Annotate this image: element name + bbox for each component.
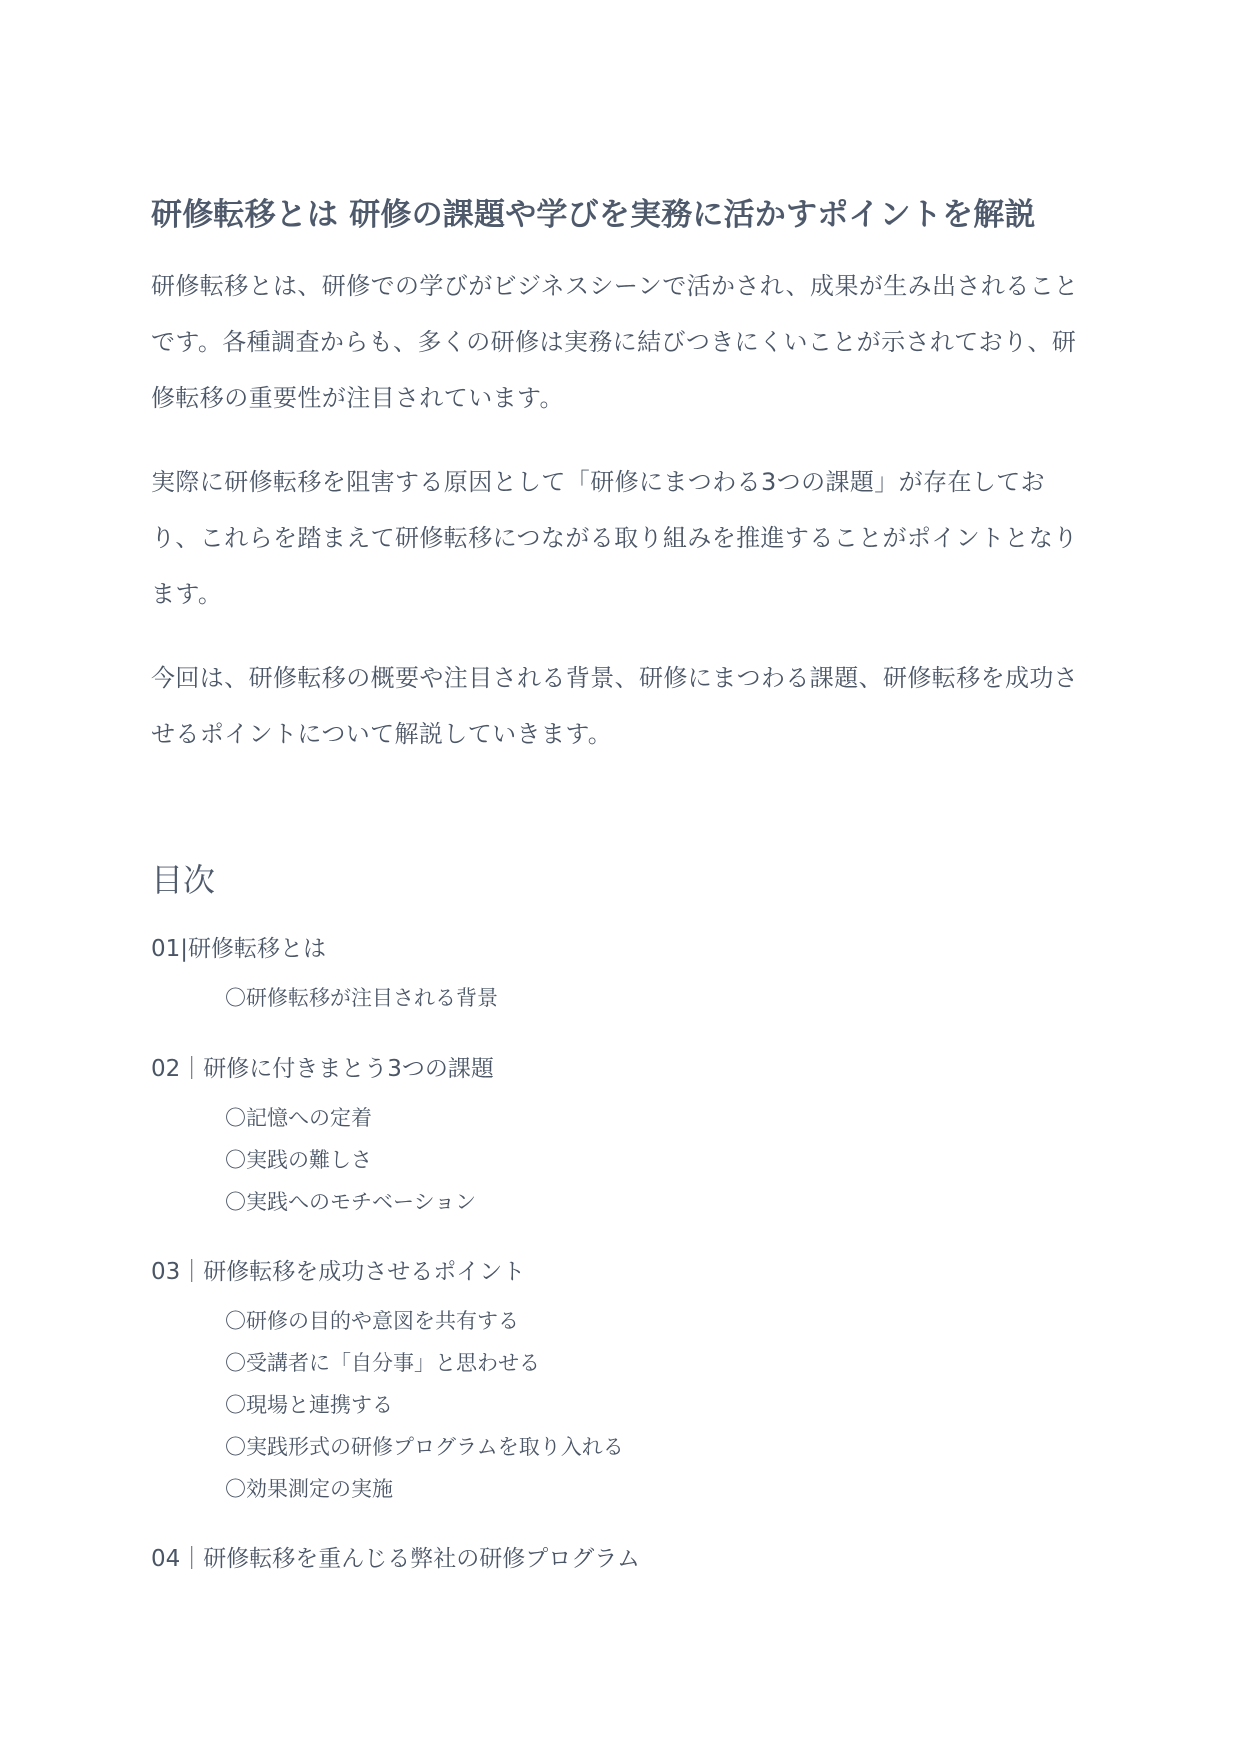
toc-subitem[interactable]: 〇記憶への定着 [225,1106,372,1130]
toc-subitem[interactable]: 〇実践へのモチベーション [225,1190,477,1214]
toc-section-03[interactable]: 03｜研修転移を成功させるポイント [151,1259,526,1285]
intro-paragraph: 研修転移とは、研修での学びがビジネスシーンで活かされ、成果が生み出されることです。各種調査からも、多くの研修は実務に結びつきにくいことが示されており、研修転移の重要性が注目されています。 [151,272,1079,412]
toc-subitem[interactable]: 〇実践の難しさ [225,1148,372,1172]
toc-section-04[interactable]: 04｜研修転移を重んじる弊社の研修プログラム [151,1546,641,1572]
toc-subitem[interactable]: 〇効果測定の実施 [225,1477,393,1501]
toc-heading: 目次 [151,861,216,899]
toc-subitem[interactable]: 〇受講者に「自分事」と思わせる [225,1351,540,1375]
toc-section-01[interactable]: 01|研修転移とは [151,936,327,962]
toc-section-02[interactable]: 02｜研修に付きまとう3つの課題 [151,1056,494,1082]
article-title: 研修転移とは 研修の課題や学びを実務に活かすポイントを解説 [151,197,1036,233]
intro-paragraph: 実際に研修転移を阻害する原因として「研修にまつわる3つの課題」が存在しており、これらを踏まえて研修転移につながる取り組みを推進することがポイントとなります。 [151,468,1078,608]
toc-subitem[interactable]: 〇実践形式の研修プログラムを取り入れる [225,1435,624,1459]
toc-subitem[interactable]: 〇研修転移が注目される背景 [225,986,498,1010]
toc-subitem[interactable]: 〇研修の目的や意図を共有する [225,1309,519,1333]
toc-subitem[interactable]: 〇現場と連携する [225,1393,393,1417]
intro-paragraph: 今回は、研修転移の概要や注目される背景、研修にまつわる課題、研修転移を成功させるポイントについて解説していきます。 [151,664,1079,748]
